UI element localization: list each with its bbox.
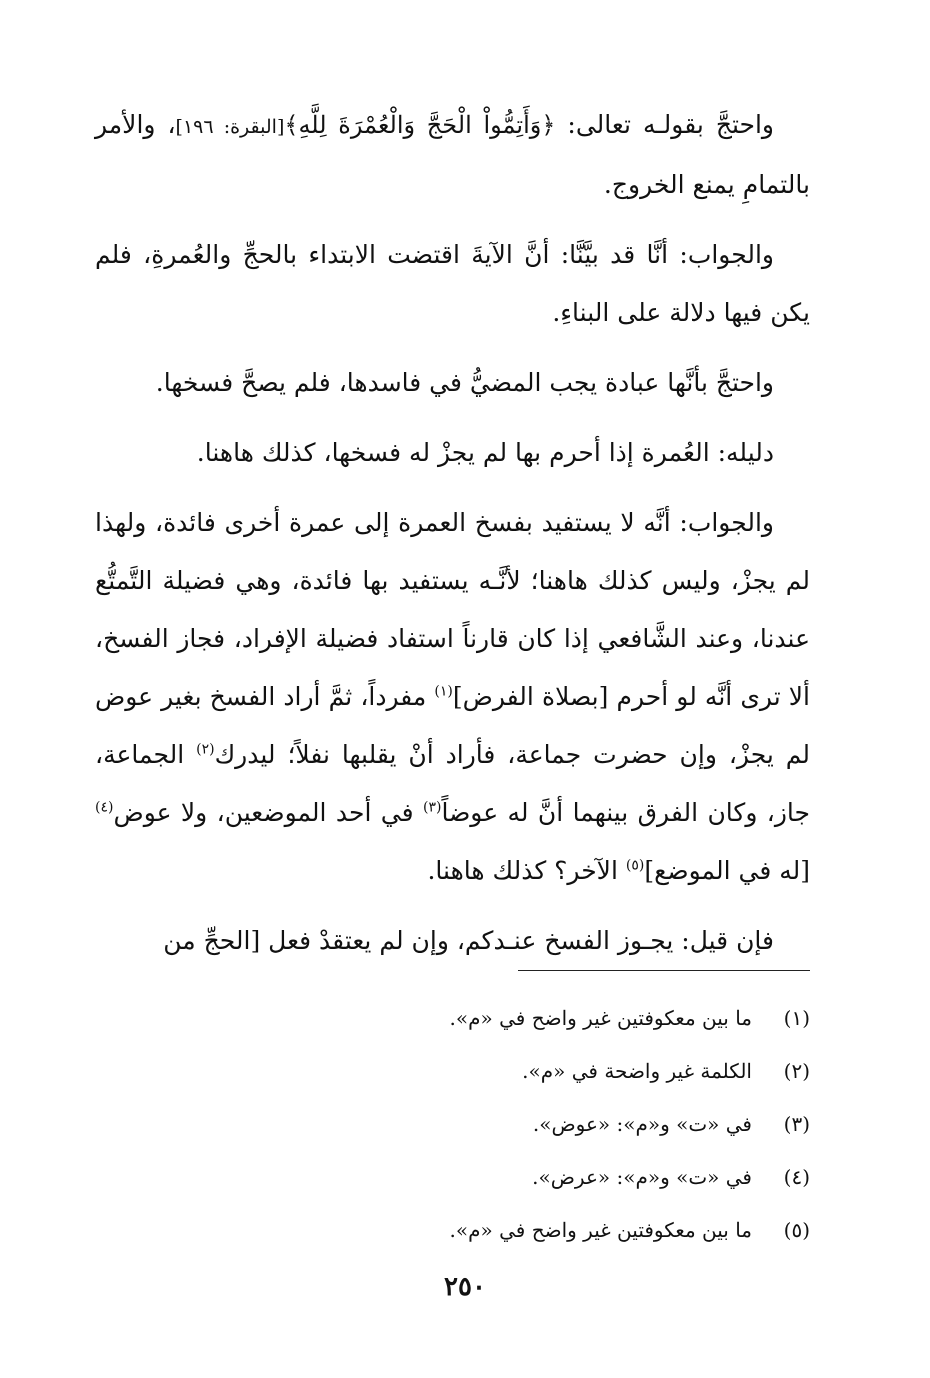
- footnote-text: الكلمة غير واضحة في «م».: [522, 1059, 752, 1083]
- paragraph-5-part-2: مفرداً، ثمَّ أراد الفسخ بغير عوض لم يجزْ، وإن حضرت جماعة، فأراد أنْ يقلبها نفلاً؛ ليدرك: [95, 682, 811, 769]
- footnote-marker-1: (١): [434, 683, 453, 700]
- paragraph-1: [95, 96, 810, 214]
- paragraph-5-part-1: والجواب: أنَّه لا يستفيد بفسخ العمرة إلى عمرة أخرى فائدة، ولهذا لم يجزْ، وليس كذلك هاهنا؛ لأنَّـه يستفيد بها فائدة، وهي فضيلة التَّمتُّع عندنا، وعند الشَّافعي إذا كان قارناً استفاد فضيلة الإفراد، فجاز الفسخ، ألا ترى أنَّه لو أحرم [بصلاة الفرض]: [95, 508, 810, 711]
- paragraph-2: والجواب: أنَّا قد بيَّنَّا: أنَّ الآيةَ اقتضت الابتداء بالحجِّ والعُمرةِ، فلم يكن فيها دلالة على البناءِ.: [95, 240, 810, 327]
- footnote-item: [95, 1151, 810, 1204]
- paragraph-1-rest: ، والأمر بالتمامِ يمنع الخروج.: [95, 110, 810, 199]
- footnote-text: في «ت» و«م»: «عوض».: [532, 1112, 752, 1136]
- verse-reference: [البقرة: ١٩٦]: [175, 116, 285, 138]
- footnote-text: في «ت» و«م»: «عرض».: [532, 1165, 752, 1189]
- footnote-number: (٥): [783, 1218, 810, 1242]
- footnote-number: (٢): [783, 1059, 810, 1083]
- footnote-number: (٣): [783, 1112, 810, 1136]
- footnote-number: (١): [783, 1006, 810, 1030]
- footnote-item: [95, 1204, 810, 1257]
- quran-verse: ﴿وَأَتِمُّواْ الْحَجَّ وَالْعُمْرَةَ لِلَّهِ﴾: [284, 111, 556, 139]
- footnote-item: [95, 1098, 810, 1151]
- footnote-item: [95, 992, 810, 1045]
- paragraph-5-part-5: [له في الموضع]: [644, 856, 810, 885]
- paragraph-1-intro: واحتجَّ بقولـه تعالى:: [555, 110, 774, 139]
- footnote-divider: [518, 970, 810, 971]
- footnote-item: [95, 1045, 810, 1098]
- footnote-marker-3: (٣): [422, 799, 442, 816]
- footnote-number: (٤): [783, 1165, 810, 1189]
- footnote-text: ما بين معكوفتين غير واضح في «م».: [449, 1218, 752, 1242]
- paragraph-5: [95, 494, 810, 900]
- footnote-text: ما بين معكوفتين غير واضح في «م».: [449, 1006, 752, 1030]
- paragraph-3: واحتجَّ بأنَّها عبادة يجب المضيُّ في فاسدها، فلم يصحَّ فسخها.: [155, 368, 774, 397]
- footnote-marker-4: (٤): [95, 799, 114, 816]
- paragraph-5-part-3: الجماعة، جاز، وكان الفرق بينهما أنَّ له عوضاً: [95, 740, 810, 827]
- footnote-marker-2: (٢): [196, 741, 215, 758]
- page-number: ٢٥٠: [444, 1272, 486, 1302]
- paragraph-4: دليله: العُمرة إذا أحرم بها لم يجزْ له فسخها، كذلك هاهنا.: [196, 438, 774, 467]
- page-body: [95, 96, 810, 982]
- paragraph-6: فإن قيل: يجـوز الفسخ عنـدكم، وإن لم يعتقدْ فعل [الحجِّ من: [163, 926, 774, 955]
- paragraph-5-part-6: الآخر؟ كذلك هاهنا.: [427, 856, 626, 885]
- footnote-marker-5: (٥): [625, 857, 645, 874]
- footnotes-section: [95, 992, 810, 1257]
- paragraph-5-part-4: في أحد الموضعين، ولا عوض: [113, 798, 423, 827]
